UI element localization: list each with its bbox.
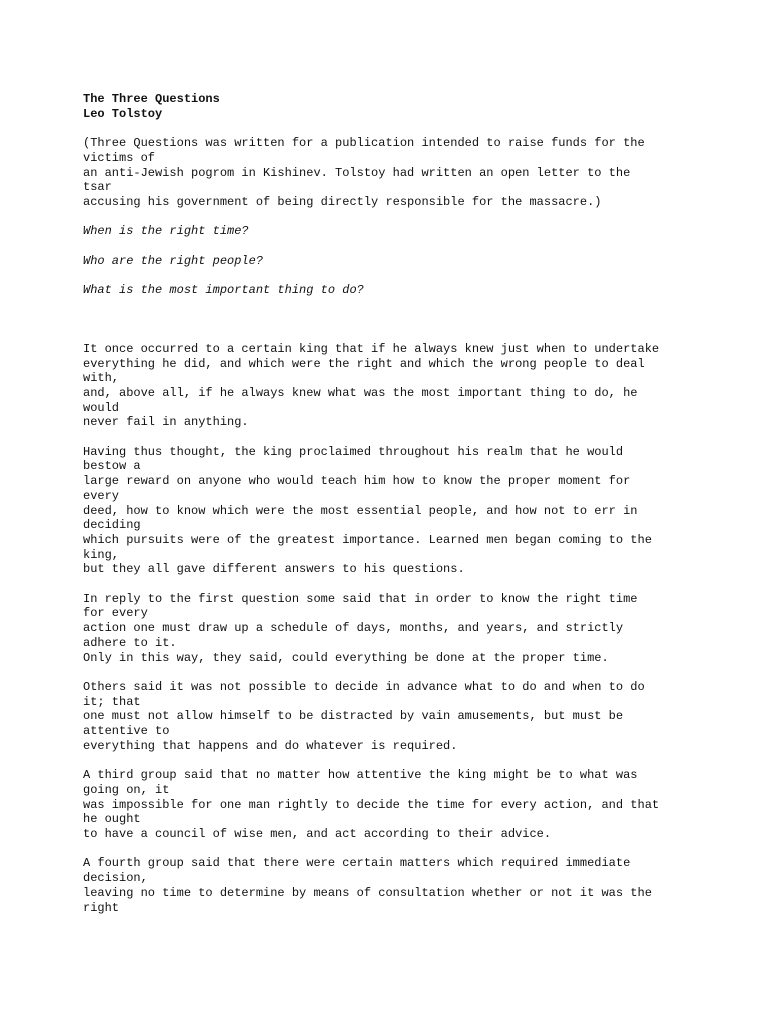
preface-line: victims of bbox=[83, 150, 156, 165]
paragraph-line: A third group said that no matter how attentive the king might be to what was bbox=[83, 768, 638, 783]
body-paragraph bbox=[83, 768, 763, 842]
document-author: Leo Tolstoy bbox=[83, 106, 163, 121]
spacer bbox=[83, 430, 763, 445]
paragraph-line: but they all gave different answers to his questions. bbox=[83, 562, 465, 577]
spacer bbox=[83, 327, 763, 342]
spacer bbox=[83, 239, 763, 254]
paragraph-line: deciding bbox=[83, 518, 141, 533]
paragraph-line: large reward on anyone who would teach him how to know the proper moment for bbox=[83, 474, 631, 489]
paragraph-line: and, above all, if he always knew what was the most important thing to do, he bbox=[83, 385, 638, 400]
paragraph-line: never fail in anything. bbox=[83, 415, 249, 430]
paragraph-line: Only in this way, they said, could everything be done at the proper time. bbox=[83, 650, 609, 665]
paragraph-line: Others said it was not possible to decide in advance what to do and when to do bbox=[83, 679, 645, 694]
paragraph-line: right bbox=[83, 900, 120, 915]
paragraph-line: action one must draw up a schedule of days, months, and years, and strictly bbox=[83, 621, 624, 636]
paragraph-line: going on, it bbox=[83, 782, 170, 797]
paragraph-line: everything that happens and do whatever is required. bbox=[83, 738, 458, 753]
paragraph-line: with, bbox=[83, 371, 120, 386]
paragraph-line: attentive to bbox=[83, 724, 170, 739]
paragraph-line: every bbox=[83, 488, 120, 503]
preface-line: an anti-Jewish pogrom in Kishinev. Tolstoy had written an open letter to the bbox=[83, 165, 631, 180]
spacer bbox=[83, 210, 763, 225]
body-paragraph bbox=[83, 856, 763, 915]
body-paragraph bbox=[83, 445, 763, 577]
paragraph-line: king, bbox=[83, 547, 120, 562]
spacer bbox=[83, 665, 763, 680]
question-2: Who are the right people? bbox=[83, 253, 264, 268]
body-paragraph bbox=[83, 680, 763, 754]
preface-paragraph bbox=[83, 136, 763, 210]
question-3: What is the most important thing to do? bbox=[83, 283, 364, 298]
question-1: When is the right time? bbox=[83, 224, 249, 239]
paragraph-line: one must not allow himself to be distracted by vain amusements, but must be bbox=[83, 709, 624, 724]
paragraph-line: which pursuits were of the greatest importance. Learned men began coming to the bbox=[83, 532, 652, 547]
spacer bbox=[83, 577, 763, 592]
paragraph-line: decision, bbox=[83, 871, 148, 886]
spacer bbox=[83, 754, 763, 769]
spacer bbox=[83, 298, 763, 327]
paragraph-line: for every bbox=[83, 606, 148, 621]
paragraph-line: would bbox=[83, 400, 120, 415]
preface-line: tsar bbox=[83, 180, 112, 195]
paragraph-line: was impossible for one man rightly to decide the time for every action, and that bbox=[83, 797, 660, 812]
preface-line: accusing his government of being directly responsible for the massacre.) bbox=[83, 194, 602, 209]
spacer bbox=[83, 268, 763, 283]
paragraph-line: In reply to the first question some said that in order to know the right time bbox=[83, 591, 638, 606]
paragraph-line: deed, how to know which were the most essential people, and how not to err in bbox=[83, 503, 638, 518]
preface-line: (Three Questions was written for a publication intended to raise funds for the bbox=[83, 136, 645, 151]
body-paragraph bbox=[83, 592, 763, 666]
paragraph-line: Having thus thought, the king proclaimed throughout his realm that he would bbox=[83, 444, 624, 459]
paragraph-line: bestow a bbox=[83, 459, 141, 474]
paragraph-line: he ought bbox=[83, 812, 141, 827]
spacer bbox=[83, 842, 763, 857]
document-title: The Three Questions bbox=[83, 92, 220, 106]
paragraph-line: It once occurred to a certain king that if he always knew just when to undertake bbox=[83, 341, 660, 356]
document-page bbox=[83, 92, 763, 915]
paragraph-line: it; that bbox=[83, 694, 141, 709]
paragraph-line: everything he did, and which were the right and which the wrong people to deal bbox=[83, 356, 645, 371]
paragraph-line: adhere to it. bbox=[83, 635, 177, 650]
paragraph-line: leaving no time to determine by means of consultation whether or not it was the bbox=[83, 885, 652, 900]
spacer bbox=[83, 121, 763, 136]
paragraph-line: A fourth group said that there were certain matters which required immediate bbox=[83, 856, 631, 871]
paragraph-line: to have a council of wise men, and act according to their advice. bbox=[83, 827, 552, 841]
body-paragraph bbox=[83, 342, 763, 430]
